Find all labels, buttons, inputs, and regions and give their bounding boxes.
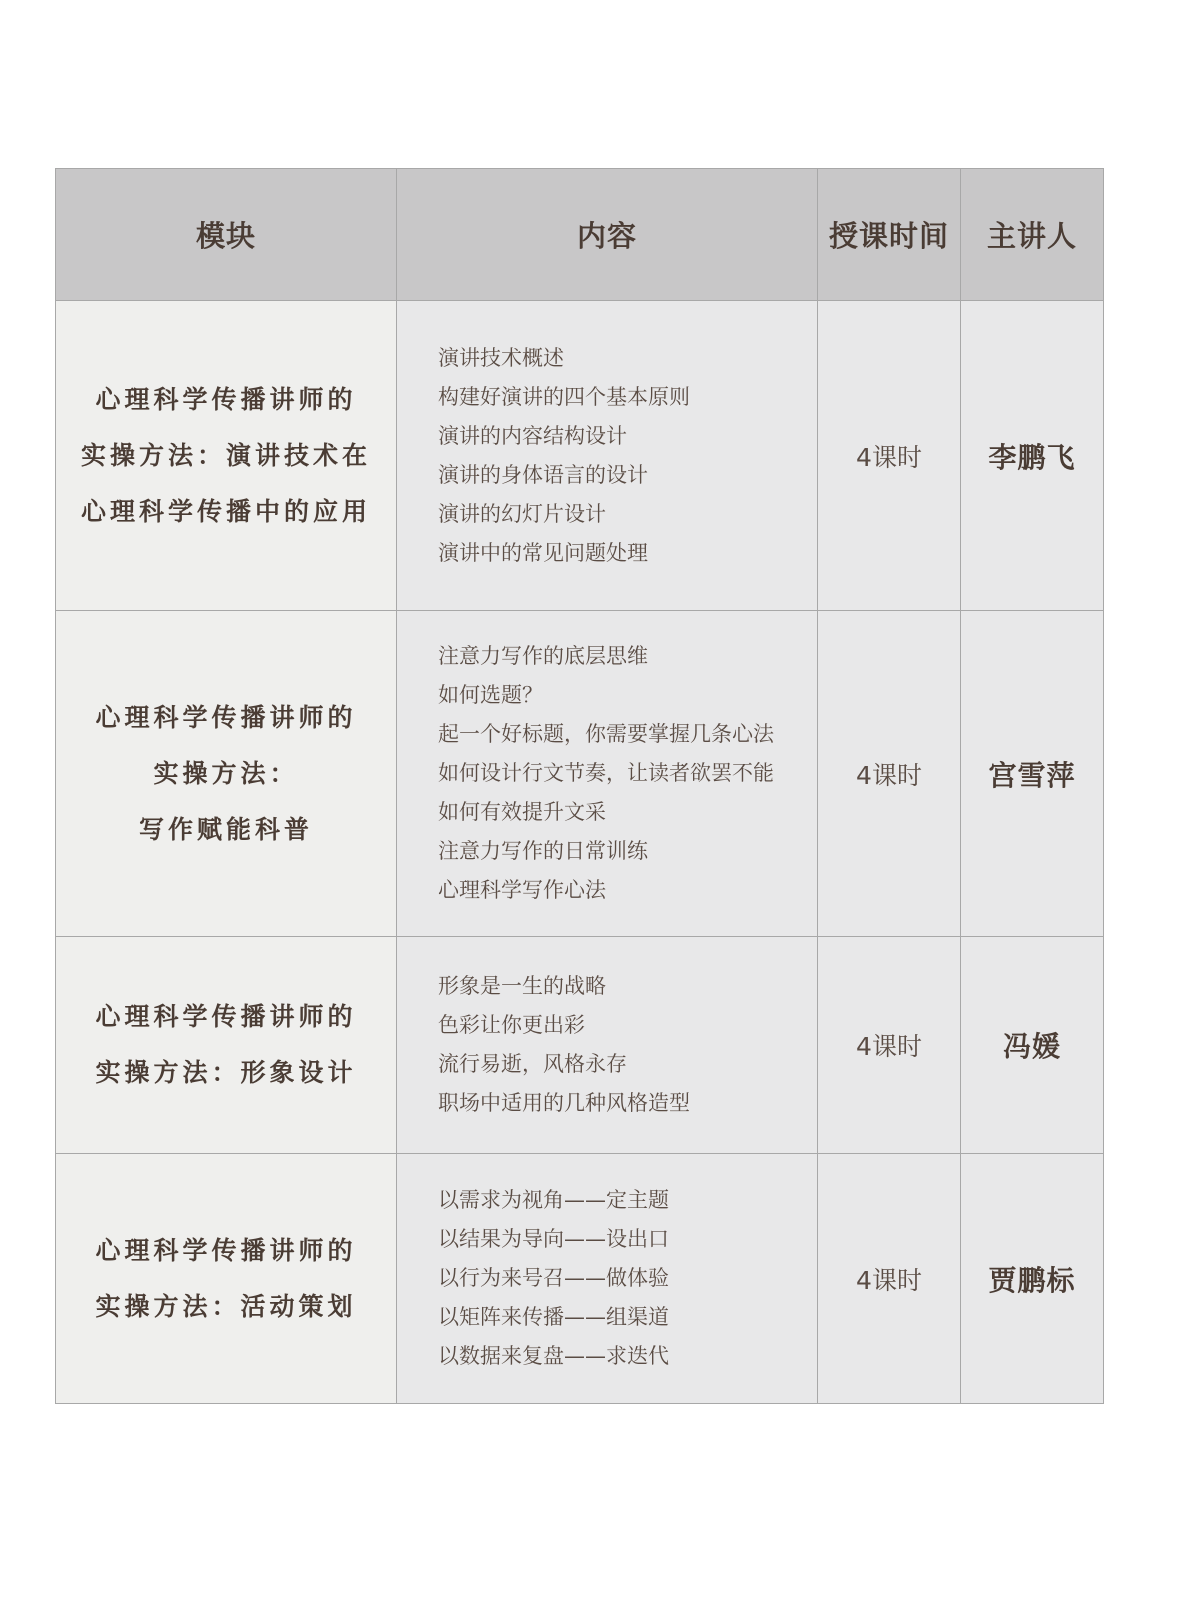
content-item: 构建好演讲的四个基本原则 — [438, 384, 690, 409]
content-item: 心理科学写作心法 — [438, 878, 606, 902]
content-cell — [397, 611, 818, 937]
module-line: 心理科学传播讲师的 — [95, 384, 357, 414]
content-item: 以需求为视角——定主题 — [438, 1188, 669, 1212]
content-item: 演讲的身体语言的设计 — [438, 462, 648, 487]
content-list — [397, 1181, 817, 1376]
table-row — [56, 301, 1104, 611]
module-line: 心理科学传播讲师的 — [95, 1002, 357, 1031]
module-line: 实操方法：演讲技术在 — [80, 440, 371, 470]
content-item: 演讲技术概述 — [438, 345, 564, 370]
header-hours: 授课时间 — [818, 169, 961, 301]
content-item: 起一个好标题，你需要掌握几条心法 — [438, 722, 774, 746]
module-line: 心理科学传播中的应用 — [80, 496, 371, 526]
content-list — [397, 637, 817, 910]
content-list — [397, 339, 817, 573]
module-line: 心理科学传播讲师的 — [95, 1235, 357, 1265]
content-item: 演讲的幻灯片设计 — [438, 501, 606, 526]
content-item: 注意力写作的底层思维 — [438, 644, 648, 668]
content-item: 注意力写作的日常训练 — [438, 839, 648, 863]
hours-cell: 4课时 — [818, 611, 961, 937]
content-item: 形象是一生的战略 — [438, 974, 606, 998]
content-item: 以行为来号召——做体验 — [438, 1266, 669, 1290]
content-item: 如何有效提升文采 — [438, 800, 606, 824]
lecturer-cell: 贾鹏标 — [961, 1154, 1104, 1404]
module-cell — [56, 1154, 397, 1404]
module-line: 写作赋能科普 — [138, 814, 313, 844]
content-item: 演讲的内容结构设计 — [438, 423, 627, 448]
hours-cell: 4课时 — [818, 937, 961, 1154]
header-content: 内容 — [397, 169, 818, 301]
header-module: 模块 — [56, 169, 397, 301]
module-cell — [56, 937, 397, 1154]
module-line: 实操方法：活动策划 — [95, 1291, 357, 1321]
header-row — [56, 169, 1104, 301]
table-row — [56, 1154, 1104, 1404]
content-cell — [397, 301, 818, 611]
content-cell — [397, 937, 818, 1154]
course-schedule-table — [55, 168, 1104, 1404]
lecturer-cell: 冯媛 — [961, 937, 1104, 1154]
content-cell — [397, 1154, 818, 1404]
content-item: 职场中适用的几种风格造型 — [438, 1091, 690, 1115]
content-item: 如何选题？ — [438, 683, 543, 707]
content-item: 以数据来复盘——求迭代 — [438, 1344, 669, 1368]
module-cell — [56, 611, 397, 937]
header-lecturer: 主讲人 — [961, 169, 1104, 301]
table-row — [56, 937, 1104, 1154]
lecturer-cell: 李鹏飞 — [961, 301, 1104, 611]
table-row — [56, 611, 1104, 937]
module-line: 实操方法：形象设计 — [95, 1058, 357, 1087]
content-item: 演讲中的常见问题处理 — [438, 540, 648, 565]
content-item: 以矩阵来传播——组渠道 — [438, 1305, 669, 1329]
content-item: 如何设计行文节奏，让读者欲罢不能 — [438, 761, 774, 785]
content-item: 以结果为导向——设出口 — [438, 1227, 669, 1251]
module-cell — [56, 301, 397, 611]
hours-cell: 4课时 — [818, 1154, 961, 1404]
content-item: 流行易逝，风格永存 — [438, 1052, 627, 1076]
table-header — [56, 169, 1104, 301]
content-list — [397, 967, 817, 1123]
module-line: 心理科学传播讲师的 — [95, 702, 357, 732]
content-item: 色彩让你更出彩 — [438, 1013, 585, 1037]
module-line: 实操方法： — [153, 758, 299, 788]
table-body — [56, 301, 1104, 1404]
lecturer-cell: 宫雪萍 — [961, 611, 1104, 937]
hours-cell: 4课时 — [818, 301, 961, 611]
